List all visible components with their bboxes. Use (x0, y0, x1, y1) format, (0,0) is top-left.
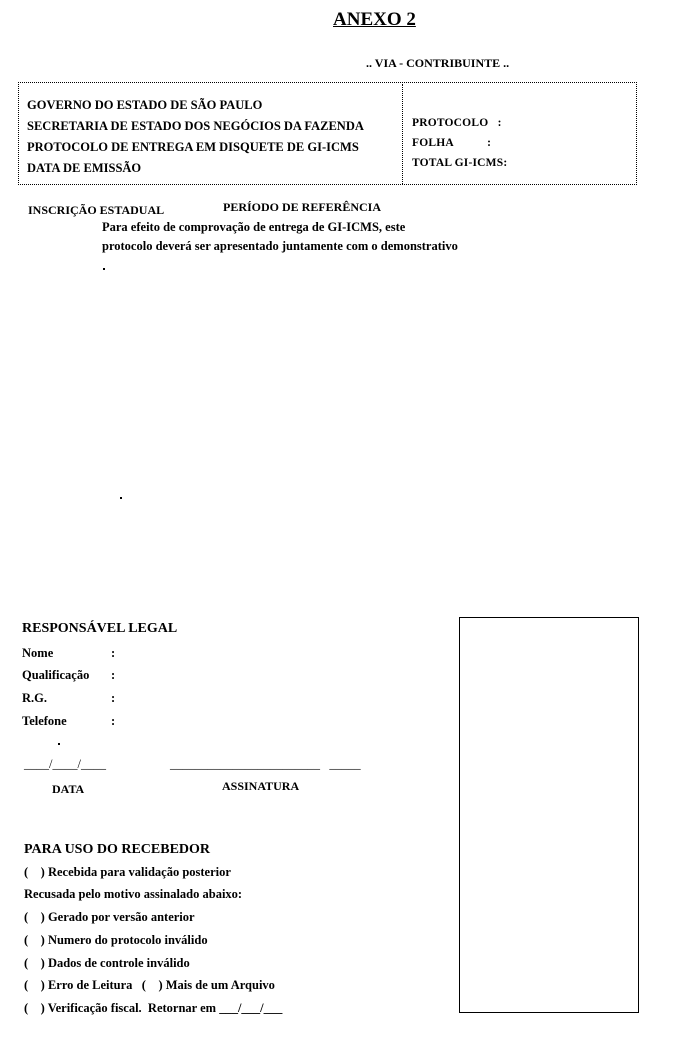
speck-mark (103, 268, 105, 270)
reason-dados-controle: ( ) Dados de controle inválido (24, 956, 190, 970)
field-rg-sep: : (111, 691, 116, 705)
date-line: ____/____/____ (24, 757, 106, 771)
field-telefone-sep: : (111, 714, 116, 728)
stamp-box (459, 617, 639, 1013)
date-label: DATA (52, 782, 85, 796)
note-line-1: Para efeito de comprovação de entrega de GI-ICMS, este (102, 220, 406, 234)
field-qualificacao-sep: : (111, 668, 116, 682)
reason-verificacao-fiscal: ( ) Verificação fiscal. Retornar em ___/___/___ (24, 1001, 283, 1015)
periodo-referencia-label: PERÍODO DE REFERÊNCIA (223, 200, 382, 214)
field-qualificacao-label: Qualificação (22, 668, 90, 682)
refused-line: Recusada pelo motivo assinalado abaixo: (24, 887, 243, 901)
signature-line: ________________________ _____ (170, 757, 361, 771)
note-line-2: protocolo deverá ser apresentado juntamente com o demonstrativo (102, 239, 458, 253)
speck-mark (58, 743, 60, 745)
reason-protocolo-invalido: ( ) Numero do protocolo inválido (24, 933, 208, 947)
recebedor-heading: PARA USO DO RECEBEDOR (24, 842, 211, 857)
field-rg-label: R.G. (22, 691, 47, 705)
field-nome-sep: : (111, 646, 116, 660)
header-protocolo-field: PROTOCOLO : (412, 117, 502, 129)
via-label: .. VIA - CONTRIBUINTE .. (366, 56, 510, 70)
speck-mark (120, 497, 122, 499)
document-title: ANEXO 2 (333, 9, 416, 30)
header-folha-field: FOLHA : (412, 137, 492, 149)
signature-label: ASSINATURA (222, 779, 300, 793)
responsavel-heading: RESPONSÁVEL LEGAL (22, 621, 178, 636)
header-line-protocolo: PROTOCOLO DE ENTREGA EM DISQUETE DE GI-ICMS (27, 140, 359, 154)
header-line-data-emissao: DATA DE EMISSÃO (27, 161, 142, 175)
header-line-government: GOVERNO DO ESTADO DE SÃO PAULO (27, 98, 263, 112)
reason-versao-anterior: ( ) Gerado por versão anterior (24, 910, 195, 924)
inscricao-estadual-label: INSCRIÇÃO ESTADUAL (28, 203, 165, 217)
header-total-field: TOTAL GI-ICMS: (412, 157, 508, 169)
field-nome-label: Nome (22, 646, 54, 660)
field-telefone-label: Telefone (22, 714, 67, 728)
reason-erro-leitura: ( ) Erro de Leitura ( ) Mais de um Arquivo (24, 978, 275, 992)
received-option: ( ) Recebida para validação posterior (24, 865, 231, 879)
header-line-secretaria: SECRETARIA DE ESTADO DOS NEGÓCIOS DA FAZENDA (27, 119, 364, 133)
header-divider (402, 84, 403, 184)
